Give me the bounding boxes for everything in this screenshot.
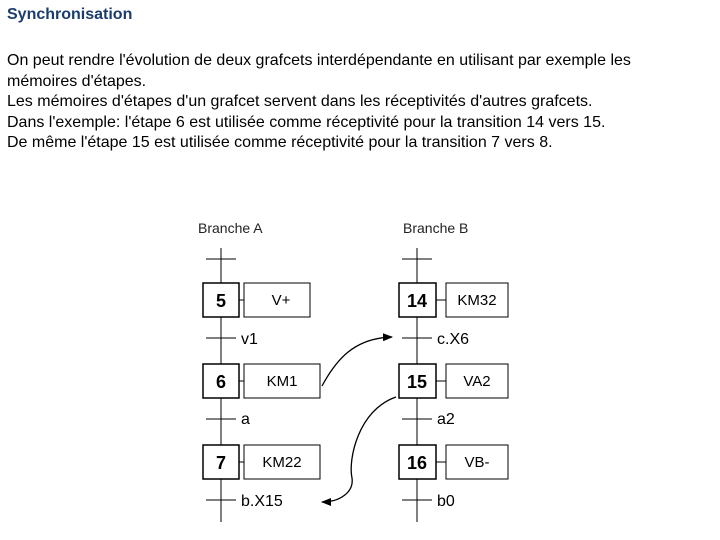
receptivity-label: a2 bbox=[437, 411, 455, 428]
receptivity-label: v1 bbox=[241, 331, 258, 348]
receptivity-label: c.X6 bbox=[437, 331, 470, 348]
step-14 bbox=[399, 283, 508, 317]
step-number: 14 bbox=[406, 291, 428, 311]
action-label: KM22 bbox=[262, 454, 302, 471]
action-label: KM32 bbox=[457, 292, 497, 309]
page-title: Synchronisation bbox=[7, 6, 133, 23]
paragraph-line: Les mémoires d'étapes d'un grafcet servent dans les réceptivités d'autres grafcets. bbox=[7, 93, 593, 110]
step-6 bbox=[203, 364, 320, 398]
sync-arrow-x6 bbox=[322, 337, 392, 386]
step-15 bbox=[399, 364, 508, 398]
step-number: 16 bbox=[406, 453, 428, 473]
receptivity-label: a bbox=[241, 411, 250, 428]
sync-arrow-x15 bbox=[322, 397, 396, 502]
action-label: KM1 bbox=[266, 373, 298, 390]
step-7 bbox=[203, 445, 320, 479]
step-number: 5 bbox=[215, 291, 227, 311]
receptivity-label: b.X15 bbox=[241, 493, 283, 510]
action-label: VA2 bbox=[463, 373, 491, 390]
branch-a-label: Branche A bbox=[198, 220, 263, 236]
step-number: 7 bbox=[215, 453, 227, 473]
branch-b-label: Branche B bbox=[403, 220, 469, 236]
paragraph-line: mémoires d'étapes. bbox=[7, 72, 147, 90]
paragraph-line: On peut rendre l'évolution de deux grafcets interdépendante en utilisant par exemple les bbox=[7, 52, 631, 69]
action-label: VB- bbox=[464, 454, 490, 471]
step-16 bbox=[399, 445, 508, 479]
receptivity-label: b0 bbox=[437, 493, 455, 510]
step-5 bbox=[203, 283, 310, 317]
step-number: 6 bbox=[215, 372, 227, 392]
step-number: 15 bbox=[406, 372, 428, 392]
action-label: V+ bbox=[271, 292, 291, 309]
paragraph-line: Dans l'exemple: l'étape 6 est utilisée comme réceptivité pour la transition 14 vers 15. bbox=[7, 113, 606, 131]
paragraph-line: De même l'étape 15 est utilisée comme réceptivité pour la transition 7 vers 8. bbox=[7, 134, 553, 151]
